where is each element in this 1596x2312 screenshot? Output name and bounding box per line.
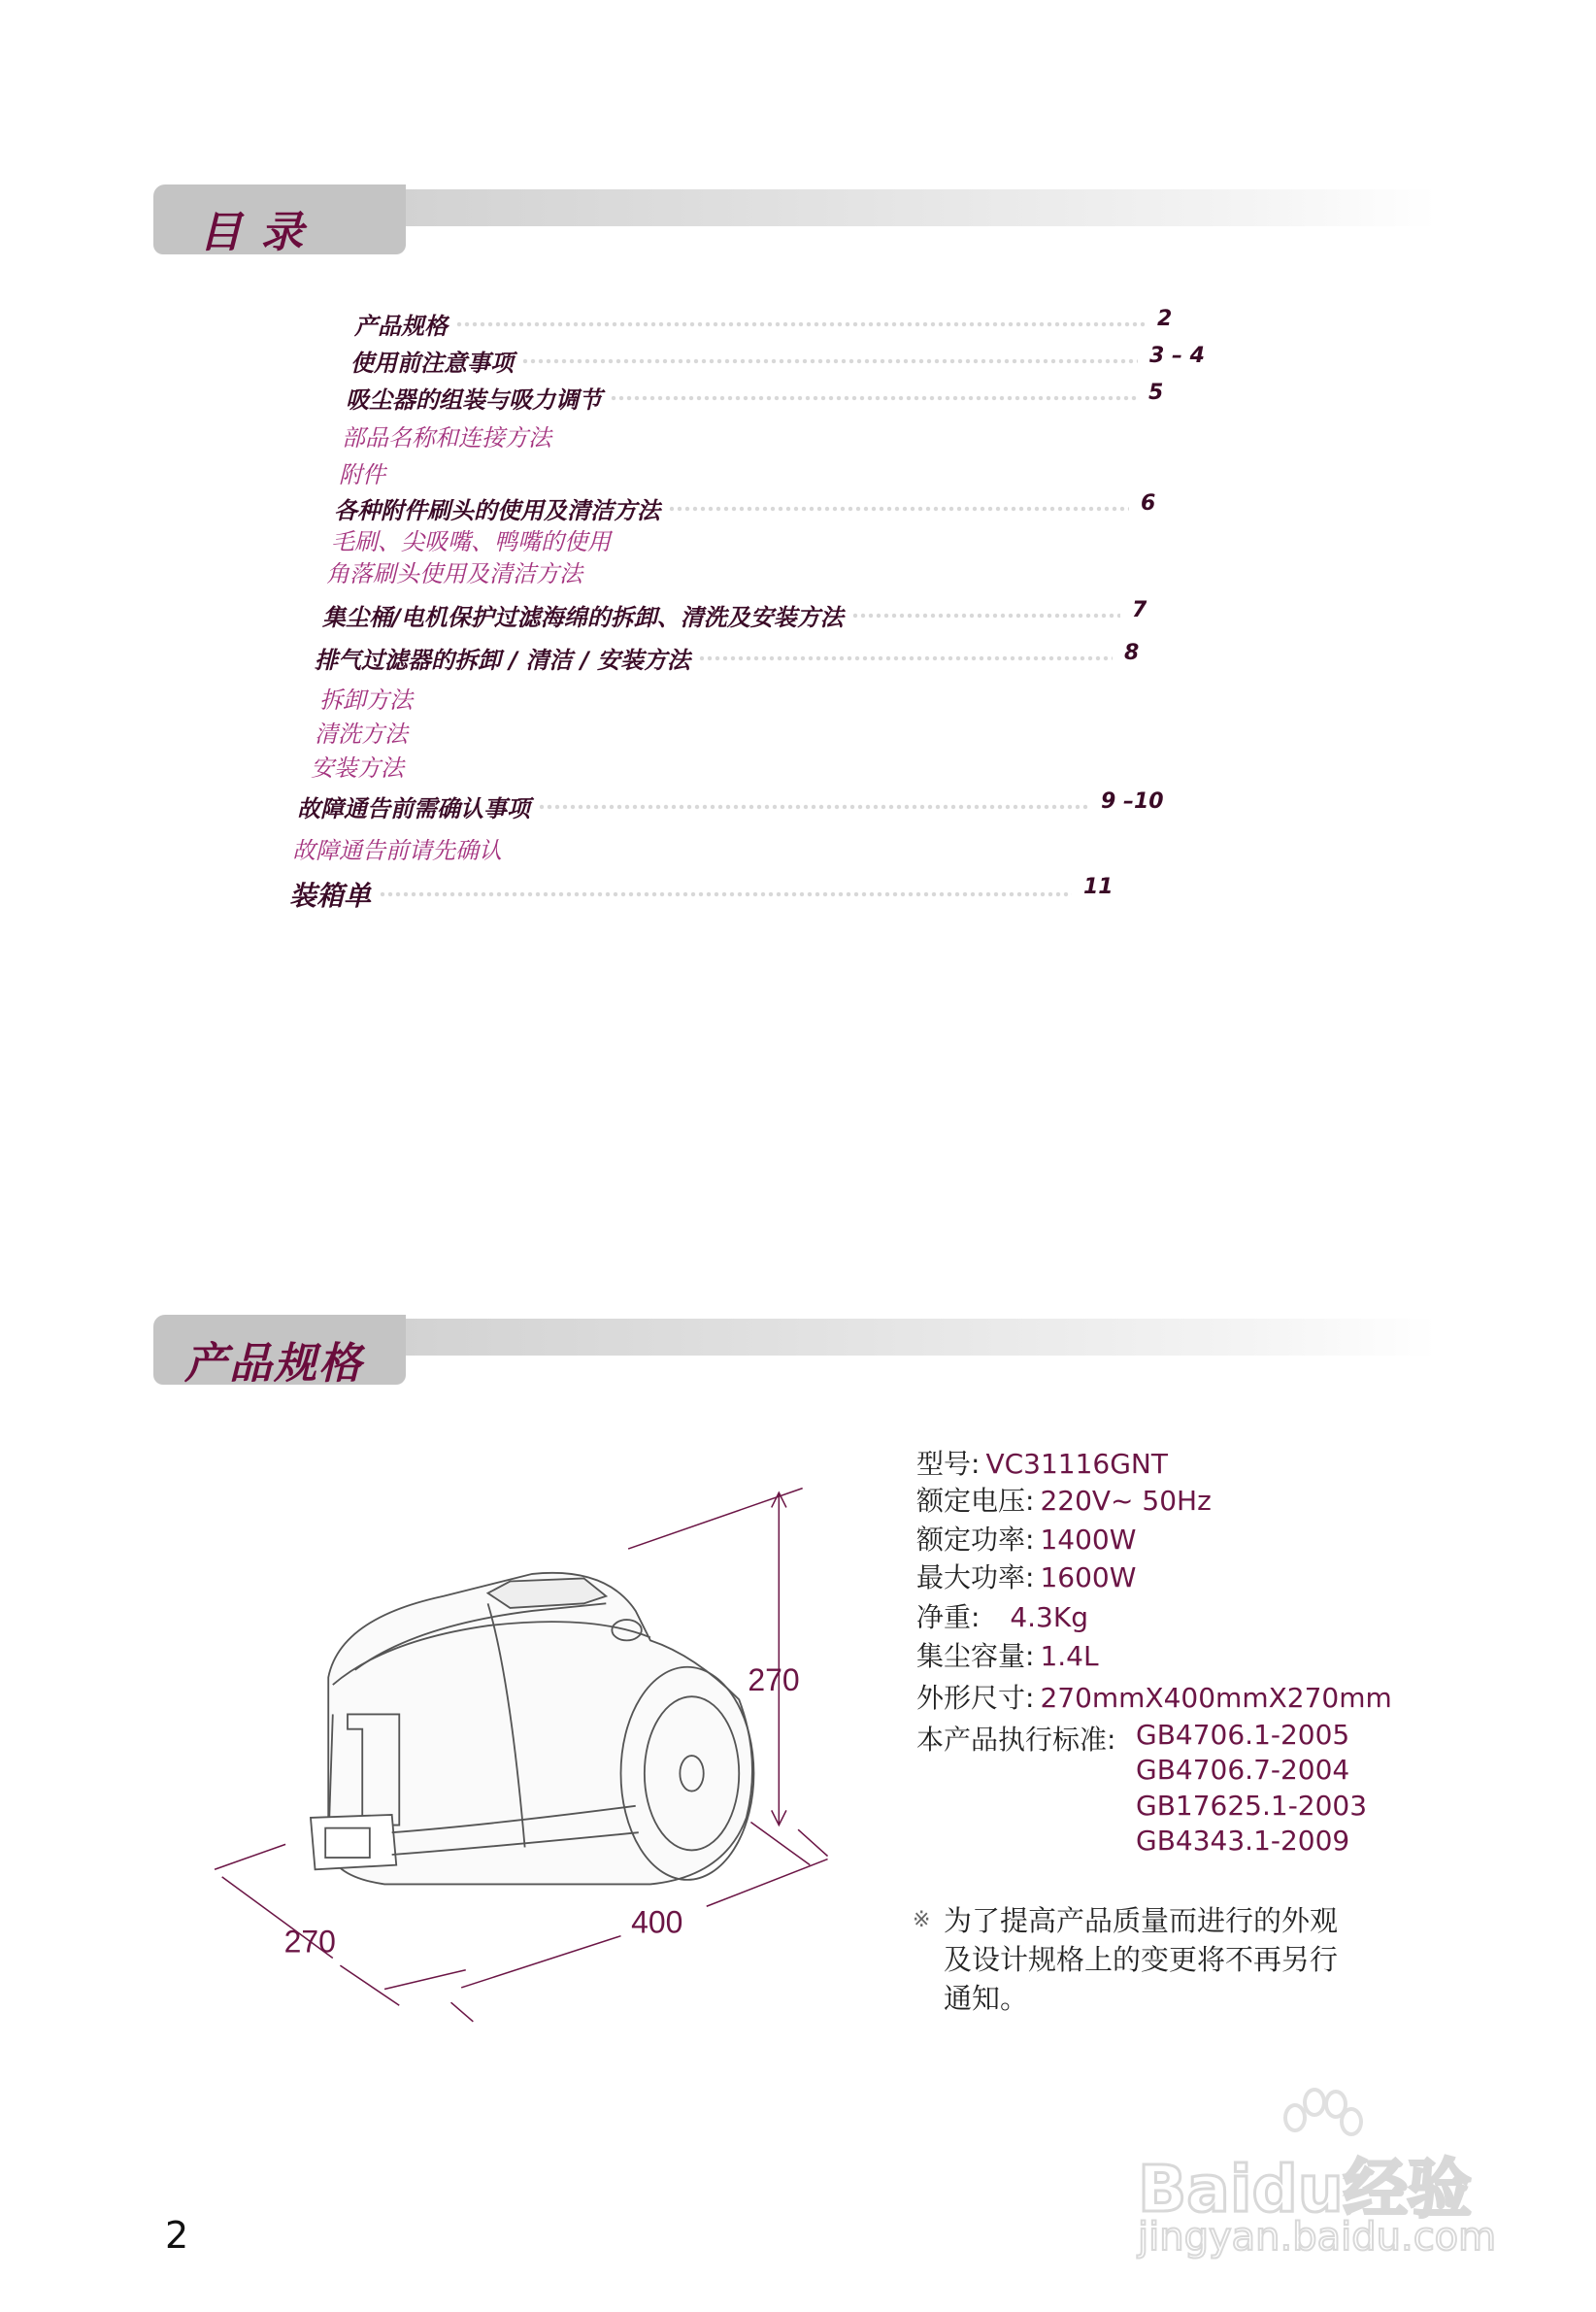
toc-title: 目 录 <box>199 208 306 257</box>
toc-entry-label: 集尘桶/电机保护过滤海绵的拆卸、清洗及安装方法 <box>322 604 844 631</box>
spec-label: 集尘容量: <box>916 1640 1035 1672</box>
spec-row <box>916 1596 1088 1635</box>
spec-value: VC31116GNT <box>985 1448 1168 1480</box>
toc-leader-dots <box>610 395 1137 401</box>
toc-page-number: 2 <box>1157 307 1173 331</box>
note-line: 为了提高产品质量而进行的外观 <box>944 1904 1339 1937</box>
toc-entry-label: 产品规格 <box>354 313 448 340</box>
spec-row <box>916 1480 1212 1519</box>
spec-value: 1400W <box>1040 1524 1137 1556</box>
vacuum-dimension-drawing <box>207 1478 828 2025</box>
dimension-height-label: 270 <box>748 1662 800 1698</box>
toc-entry[interactable] <box>331 522 611 556</box>
watermark-brand: Baidu经验 <box>1138 2152 1472 2227</box>
toc-entry[interactable] <box>326 554 582 588</box>
toc-entry[interactable] <box>289 875 1114 914</box>
spec-row <box>916 1557 1136 1595</box>
toc-entry-label: 安装方法 <box>311 754 404 782</box>
standard-item: GB4706.7-2004 <box>1136 1754 1350 1786</box>
spec-value: 1600W <box>1040 1561 1137 1593</box>
toc-entry[interactable] <box>315 715 408 749</box>
spec-row <box>916 1519 1136 1558</box>
spec-label: 型号: <box>916 1448 981 1480</box>
standard-item: GB17625.1-2003 <box>1136 1790 1368 1822</box>
toc-page-number: 5 <box>1148 381 1164 405</box>
spec-label: 额定电压: <box>916 1485 1035 1517</box>
toc-leader-dots <box>698 655 1113 661</box>
specs-title: 产品规格 <box>184 1339 363 1389</box>
toc-entry-label: 附件 <box>339 461 385 488</box>
watermark-url: jingyan.baidu.com <box>1138 2215 1497 2260</box>
spec-value: 4.3Kg <box>1001 1601 1089 1633</box>
note-mark: ※ <box>913 1908 931 1932</box>
toc-page-number: 7 <box>1132 598 1147 622</box>
toc-leader-dots <box>455 321 1146 327</box>
toc-entry-label: 部品名称和连接方法 <box>342 424 551 452</box>
toc-entry-label: 各种附件刷头的使用及清洁方法 <box>334 497 660 524</box>
spec-label: 最大功率: <box>916 1561 1035 1593</box>
toc-leader-dots <box>668 506 1129 512</box>
dimension-length-label: 400 <box>631 1904 683 1940</box>
toc-entry[interactable] <box>297 789 1164 823</box>
note-line: 通知。 <box>944 1982 1029 2015</box>
spec-label: 外形尺寸: <box>916 1682 1035 1714</box>
toc-entry-label: 角落刷头使用及清洁方法 <box>326 560 582 587</box>
toc-entry[interactable] <box>354 307 1173 341</box>
spec-label: 额定功率: <box>916 1524 1035 1556</box>
toc-page-number: 3 – 4 <box>1149 344 1205 368</box>
spec-value: 1.4L <box>1040 1640 1099 1672</box>
toc-entry-label: 排气过滤器的拆卸 / 清洁 / 安装方法 <box>315 647 690 674</box>
standard-item: GB4343.1-2009 <box>1136 1825 1350 1857</box>
toc-entry[interactable] <box>292 831 502 865</box>
spec-row <box>916 1677 1392 1716</box>
spec-row <box>916 1635 1099 1674</box>
toc-leader-dots <box>379 891 1072 897</box>
toc-entry[interactable] <box>322 598 1147 632</box>
toc-entry-label: 毛刷、尖吸嘴、鸭嘴的使用 <box>331 528 611 555</box>
toc-entry-label: 清洗方法 <box>315 720 408 748</box>
toc-page-number: 11 <box>1083 875 1114 899</box>
dimension-width-label: 270 <box>283 1924 336 1960</box>
toc-page-number: 9 –10 <box>1101 789 1164 814</box>
note-line: 及设计规格上的变更将不再另行 <box>944 1943 1339 1976</box>
toc-entry[interactable] <box>342 419 551 452</box>
toc-leader-dots <box>521 358 1138 364</box>
toc-entry[interactable] <box>339 455 385 489</box>
toc-entry[interactable] <box>311 749 404 783</box>
spec-value: 220V~ 50Hz <box>1040 1485 1212 1517</box>
toc-entry[interactable] <box>334 491 1156 525</box>
vacuum-cleaner-illustration <box>311 1573 753 1885</box>
spec-value: 270mmX400mmX270mm <box>1040 1682 1392 1714</box>
toc-entry[interactable] <box>350 344 1205 378</box>
toc-entry-label: 吸尘器的组装与吸力调节 <box>346 386 602 414</box>
standards-label: 本产品执行标准: <box>916 1724 1116 1756</box>
standard-item: GB4706.1-2005 <box>1136 1719 1350 1751</box>
toc-entry[interactable] <box>346 381 1164 415</box>
spec-change-note <box>913 1901 1339 2018</box>
toc-entry-label: 拆卸方法 <box>319 687 413 714</box>
toc-entry-label: 故障通告前需确认事项 <box>297 795 530 822</box>
baidu-jingyan-watermark <box>1138 2084 1507 2259</box>
toc-entry-label: 装箱单 <box>289 880 372 912</box>
toc-entry[interactable] <box>315 641 1140 675</box>
toc-entry[interactable] <box>319 681 413 715</box>
spec-label: 净重: <box>916 1601 981 1633</box>
spec-row <box>916 1443 1168 1482</box>
page-number: 2 <box>165 2214 189 2257</box>
toc-page-number: 8 <box>1124 641 1140 665</box>
toc-page-number: 6 <box>1141 491 1156 516</box>
toc-entry-label: 故障通告前请先确认 <box>292 837 502 864</box>
toc-leader-dots <box>851 613 1120 619</box>
toc-entry-label: 使用前注意事项 <box>350 350 514 377</box>
toc-leader-dots <box>538 804 1089 810</box>
